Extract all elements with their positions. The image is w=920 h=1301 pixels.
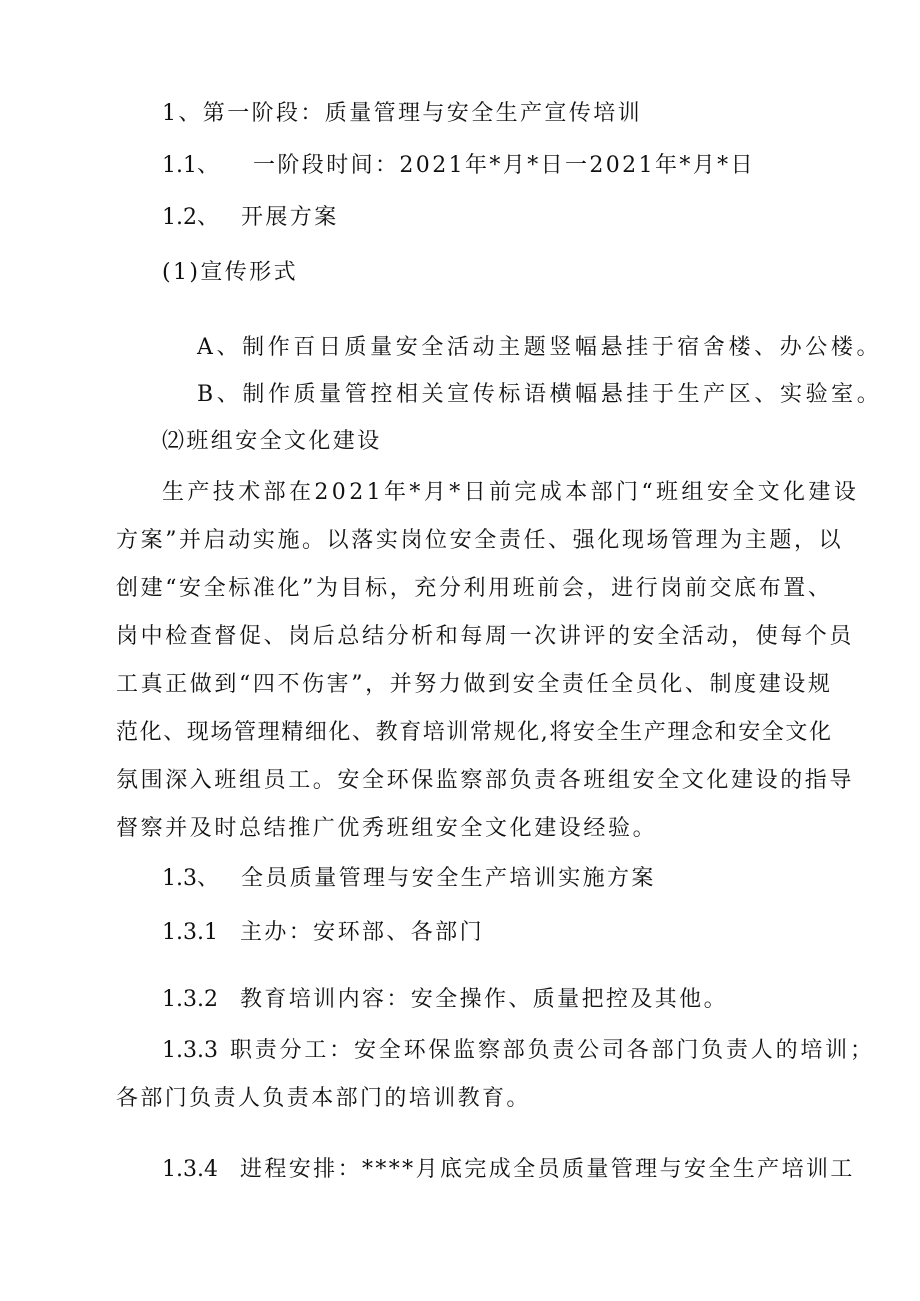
item-1-1 [162, 151, 755, 181]
paragraph-line: 创建“安全标准化”为目标，充分利用班前会，进行岗前交底布置、 [116, 576, 833, 601]
subheading-team-safety-culture: ⑵班组安全文化建设 [162, 429, 382, 454]
item-1-3-2 [162, 985, 728, 1015]
paragraph-line: 督察并及时总结推广优秀班组安全文化建设经验。 [116, 816, 658, 841]
item-number: 1.3.4 [162, 1157, 218, 1182]
paragraph-line: 氛围深入班组员工。安全环保监察部负责各班组安全文化建设的指导 [116, 768, 855, 793]
item-text: 教育培训内容：安全操作、质量把控及其他。 [239, 987, 728, 1012]
list-item-a: A、制作百日质量安全活动主题竖幅悬挂于宿舍楼、办公楼。 [197, 335, 883, 360]
item-1-3-4 [162, 1155, 855, 1185]
item-number: 1.3.1 [162, 920, 218, 945]
item-text: 职责分工：安全环保监察部负责公司各部门负责人的培训； [229, 1038, 875, 1063]
item-text: 进程安排：****月底完成全员质量管理与安全生产培训工 [239, 1157, 855, 1182]
item-1-3-3-continuation: 各部门负责人负责本部门的培训教育。 [116, 1086, 531, 1111]
paragraph-line: 岗中检查督促、岗后总结分析和每周一次讲评的安全活动，使每个员 [116, 624, 855, 649]
item-1-3-3 [162, 1036, 875, 1066]
item-number: 1.3.2 [162, 987, 218, 1012]
item-text: 全员质量管理与安全生产培训实施方案 [241, 866, 656, 891]
subheading-publicity-form: (1)宣传形式 [162, 260, 298, 285]
item-text: 开展方案 [241, 205, 339, 230]
paragraph-line: 方案”并启动实施。以落实岗位安全责任、强化现场管理为主题，以 [116, 528, 844, 553]
section-heading-1: 1、第一阶段：质量管理与安全生产宣传培训 [162, 101, 642, 126]
paragraph-line: 范化、现场管理精细化、教育培训常规化,将安全生产理念和安全文化 [116, 720, 833, 745]
item-number: 1.3、 [162, 866, 219, 891]
item-number: 1.3.3 [162, 1038, 218, 1063]
item-1-3-1 [162, 918, 484, 948]
item-1-2 [162, 203, 339, 233]
item-number: 1.2、 [162, 205, 219, 230]
list-item-b: B、制作质量管控相关宣传标语横幅悬挂于生产区、实验室。 [197, 382, 883, 407]
paragraph-line: 工真正做到“四不伤害”，并努力做到安全责任全员化、制度建设规 [116, 672, 833, 697]
item-1-3 [162, 864, 656, 894]
paragraph-line: 生产技术部在2021年*月*日前完成本部门“班组安全文化建设 [162, 480, 860, 505]
item-text: 一阶段时间：2021年*月*日一2021年*月*日 [253, 153, 755, 178]
item-text: 主办：安环部、各部门 [239, 920, 484, 945]
item-number: 1.1、 [162, 153, 219, 178]
